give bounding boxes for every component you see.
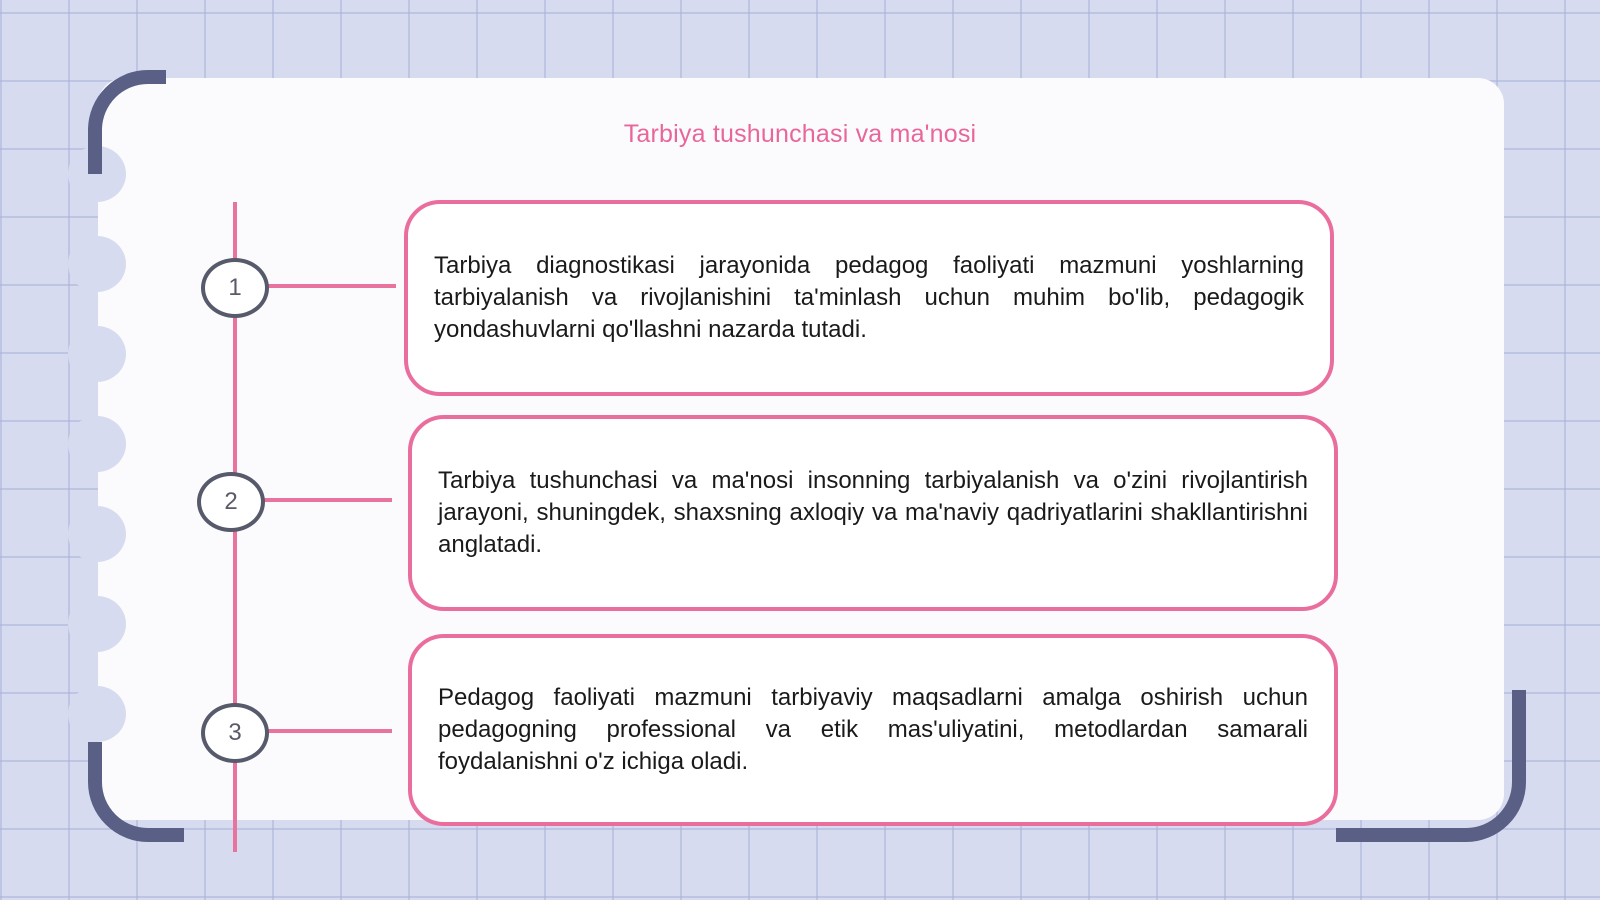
timeline-connector	[262, 498, 392, 502]
timeline-card-1	[404, 200, 1334, 396]
timeline-connector	[266, 284, 396, 288]
slide-title: Tarbiya tushunchasi va ma'nosi	[623, 120, 977, 148]
timeline-card-3	[408, 634, 1338, 826]
timeline-marker-3: 3	[201, 703, 269, 763]
notebook-hole	[68, 236, 126, 292]
timeline-marker-1: 1	[201, 258, 269, 318]
timeline-card-2	[408, 415, 1338, 611]
corner-bracket-bottom-right	[1336, 690, 1526, 842]
notebook-hole	[68, 506, 126, 562]
notebook-hole	[68, 416, 126, 472]
corner-bracket-top-left	[88, 70, 166, 174]
notebook-hole	[68, 686, 126, 742]
timeline-card-text: Tarbiya diagnostikasi jarayonida pedagog faoliyati mazmuni yoshlarning tarbiyalanish va rivojlanishini ta'minlash uchun muhim bo'lib, pedagogik yondashuvlarni qo'llashni nazarda tutadi.	[434, 252, 1304, 343]
notebook-hole	[68, 596, 126, 652]
timeline-marker-2: 2	[197, 472, 265, 532]
corner-bracket-bottom-left	[88, 742, 184, 842]
timeline-connector	[266, 729, 392, 733]
notebook-hole	[68, 326, 126, 382]
timeline-card-text: Pedagog faoliyati mazmuni tarbiyaviy maqsadlarni amalga oshirish uchun pedagogning professional va etik mas'uliyatini, metodlardan samarali foydalanishni o'z ichiga oladi.	[438, 684, 1308, 775]
timeline-card-text: Tarbiya tushunchasi va ma'nosi insonning tarbiyalanish va o'zini rivojlantirish jarayoni, shuningdek, shaxsning axloqiy va ma'naviy qadriyatlarini shakllantirishni anglatadi.	[438, 467, 1308, 558]
